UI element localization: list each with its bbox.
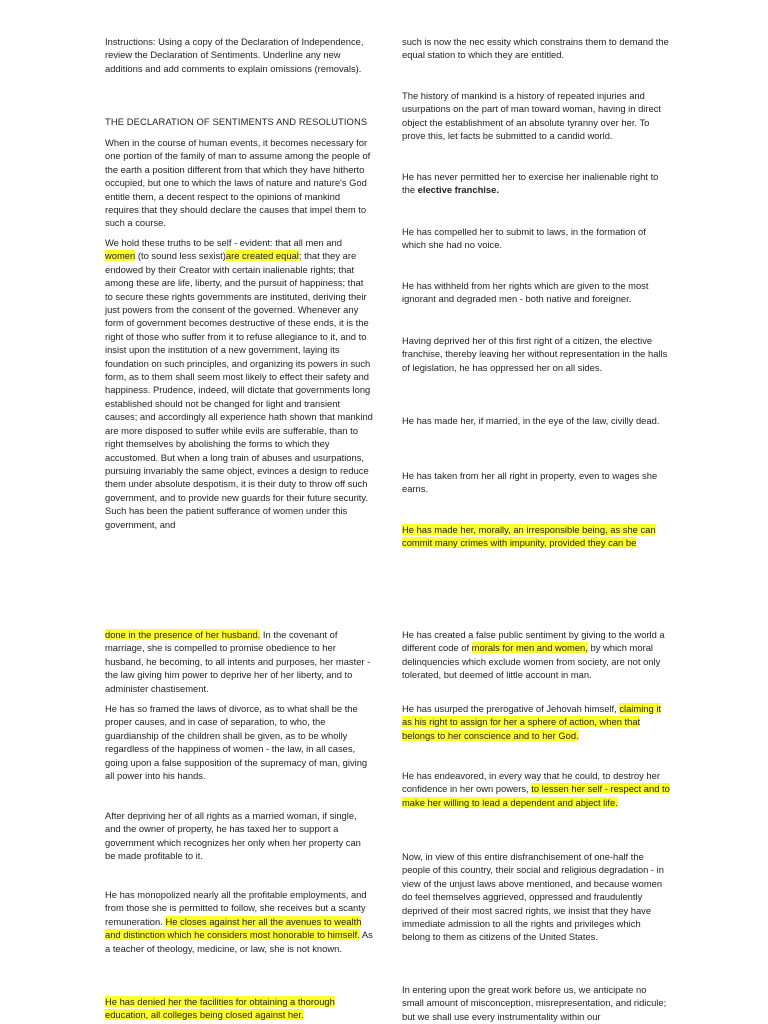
continuation-paragraph: such is now the nec essity which constrains them to demand the equal station to which they are entitled.: [402, 36, 669, 61]
highlight-morals: morals for men and women,: [471, 642, 588, 654]
divorce-paragraph: He has so framed the laws of divorce, as to what shall be the proper causes, and in case of separation, to who, the guardianship of the children shall be given, as to be wholly regardless of the happiness of women - the law, in all cases, going upon a false supposition of the supremacy of man, giving all power into his hands.: [105, 703, 368, 782]
monopolized-text: He has monopolized nearly all the profitable employments, and from those she is permitted to follow, she receives but a scanty remuneration.: [105, 889, 367, 927]
instructions: Instructions: Using a copy of the Declaration of Independence, review the Declaration of Sentiments. Underline any new additions and add comments to explain omissions (removals).: [105, 36, 364, 74]
entering-paragraph: In entering upon the great work before us, we anticipate no small amount of misconception, misrepresentation, and ridicule; but we shall use every instrumentality within our: [402, 984, 667, 1022]
confidence-text: He has endeavored, in every way that he could, to destroy her confidence in her own powers,: [402, 770, 660, 795]
page2-left-column: [105, 628, 373, 1024]
highlight-created-equal: are created equal: [225, 250, 299, 262]
highlight-women: women: [105, 250, 136, 262]
highlight-education: He has denied her the facilities for obtaining a thorough education, all colleges being closed against her.: [105, 996, 335, 1021]
taxed-paragraph: After depriving her of all rights as a married woman, if single, and the owner of property, he has taxed her to support a government which recognizes her only when her property can be made profitable to it.: [105, 810, 361, 862]
page2-right-column: [402, 628, 670, 1024]
page1-left-column: [105, 35, 373, 535]
jehovah-text: He has usurped the prerogative of Jehovah himself,: [402, 703, 620, 714]
page1-right-column: [402, 35, 670, 555]
civilly-dead-paragraph: He has made her, if married, in the eye of the law, civilly dead.: [402, 415, 660, 426]
highlight-husband: done in the presence of her husband.: [105, 629, 261, 640]
franchise-paragraph: [402, 170, 670, 197]
laws-paragraph: He has compelled her to submit to laws, in the formation of which she had no voice.: [402, 226, 646, 251]
truths-paragraph: [105, 236, 373, 531]
morally-paragraph: [402, 523, 670, 550]
jehovah-paragraph: [402, 702, 670, 742]
comment-sexist: (to sound less sexist): [135, 250, 226, 262]
deprived-paragraph: Having deprived her of this first right of a citizen, the elective franchise, thereby leaving her without representation in the halls of legislation, he has oppressed her on all sides.: [402, 335, 668, 373]
franchise-bold: elective franchise.: [417, 184, 499, 196]
covenant-text: In the covenant of marriage, she is compelled to promise obedience to her husband, he becoming, to all intents and purposes, her master - the law giving him power to deprive her of her liberty, and to administer chastisement.: [105, 629, 371, 694]
franchise-text: He has never permitted her to exercise her inalienable right to the: [402, 171, 659, 196]
sentiment-text-end: by which moral delinquencies which exclude women from society, are not only tolerated, but deemed of little account in man.: [402, 642, 661, 681]
document-heading: THE DECLARATION OF SENTIMENTS AND RESOLUTIONS: [105, 116, 368, 127]
disfranchisement-paragraph: Now, in view of this entire disfranchisement of one-half the people of this country, their social and religious degradation - in view of the unjust laws above mentioned, and because women do feel themselves aggrieved, oppressed and fraudulently deprived of their most sacred rights, we insist that they have immediate admission to all the rights and privileges which belong to them as citizens of the United States.: [402, 851, 664, 943]
highlight-avenues: He closes against her all the avenues to wealth and distinction which he considers most honorable to himself.: [105, 915, 362, 941]
monopolized-paragraph: [105, 888, 373, 955]
covenant-paragraph: [105, 628, 373, 695]
highlight-sphere: claiming it as his right to assign for her a sphere of action, when that belongs to her conscience and to her God.: [402, 703, 662, 741]
highlight-morally: He has made her, morally, an irresponsible being, as she can commit many crimes with impunity, provided they can be: [402, 524, 656, 549]
highlight-self-respect: to lessen her self - respect and to make her willing to lead a dependent and abject life.: [402, 783, 670, 808]
sentiment-paragraph: [402, 628, 670, 682]
withheld-paragraph: He has withheld from her rights which are given to the most ignorant and degraded men - both native and foreigner.: [402, 280, 649, 305]
education-paragraph: [105, 995, 373, 1022]
confidence-paragraph: [402, 769, 670, 809]
preamble-paragraph: When in the course of human events, it becomes necessary for one portion of the family of man to assume among the people of the earth a position different from that which they have hitherto occupied, but one to which the laws of nature and nature's God entitle them, a decent respect to the opinions of mankind requires that they should declare the causes that impel them to such a course.: [105, 137, 371, 229]
sentiment-text: He has created a false public sentiment by giving to the world a different code of: [402, 629, 665, 654]
truths-text: We hold these truths to be self - evident: that all men and: [105, 237, 342, 248]
monopolized-text-end: As a teacher of theology, medicine, or law, she is not known.: [105, 929, 373, 954]
truths-text-rest: ; that they are endowed by their Creator with certain inalienable rights; that among these are life, liberty, and the pursuit of happiness; that to secure these rights governments are instituted, deriving their just powers from the consent of the governed. Whenever any form of government becomes destructive of these ends, it is the right of those who suffer from it to refuse allegiance to it, and to insist upon the institution of a new government, laying its foundation on such principles, and organizing its powers in such form, as to them shall seem most likely to effect their safety and happiness. Prudence, indeed, will dictate that governments long established should not be changed for light and transient causes; and accordingly all experience hath shown that mankind are more disposed to suffer while evils are sufferable, than to right themselves by abolishing the forms to which they accustomed. But when a long train of abuses and usurpations, pursuing invariably the same object, evinces a design to reduce them under absolute despotism, it is their duty to throw off such government, and to provide new guards for their future security. Such has been the patient sufferance of women under this government, and: [105, 250, 373, 530]
history-paragraph: The history of mankind is a history of repeated injuries and usurpations on the part of man toward woman, having in direct object the establishment of an absolute tyranny over her. To prove this, let facts be submitted to a candid world.: [402, 90, 661, 142]
property-paragraph: He has taken from her all right in property, even to wages she earns.: [402, 470, 658, 495]
